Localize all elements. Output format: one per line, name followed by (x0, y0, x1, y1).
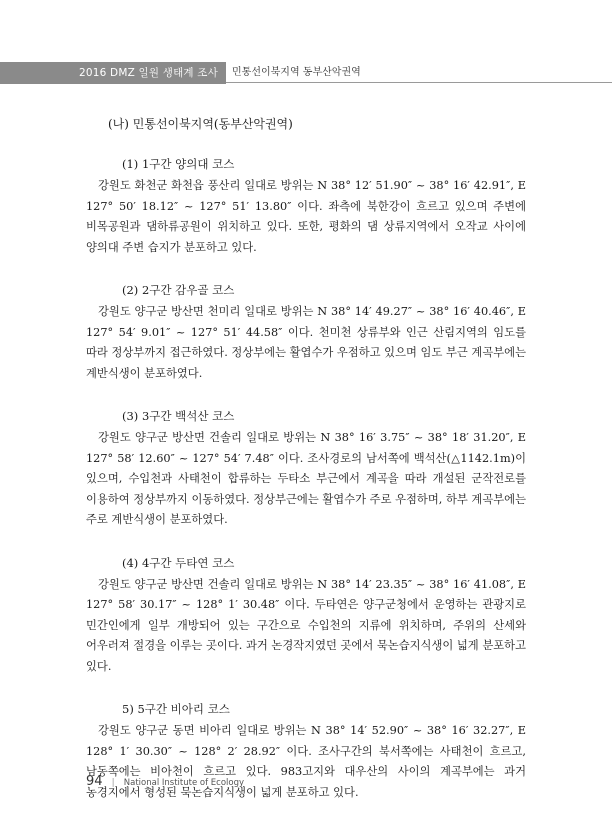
header-rule (226, 82, 612, 83)
page-number: 94 (86, 774, 103, 789)
page-footer (86, 770, 244, 789)
course-4-title: (4) 4구간 두타연 코스 (122, 555, 235, 570)
section-title: (나) 민통선이북지역(동부산악권역) (108, 117, 293, 131)
header-report-title: 2016 DMZ 일원 생태계 조사 (0, 62, 226, 84)
footer-institute: National Institute of Ecology (123, 778, 245, 788)
course-3-body: 강원도 양구군 방산면 건솔리 일대로 방위는 N 38° 16′ 3.75″ ~ 38° 18′ 31.20″, E 127° 58′ 12.60″ ~ 127° 54′ 7.48″ 이다. 조사경로의 남서쪽에 백석산(△1142.1m)이 있으며, 수입천과 사태천이 합류하는 두타소 부근에서 계곡을 따라 개설된 군작전로를 이용하여 정상부까지 이동하였다. 정상부근에는 활엽수가 주로 우점하며, 하부 계곡부에는 주로 계반식생이 분포하였다. (86, 431, 526, 526)
course-1-title: (1) 1구간 양의대 코스 (122, 157, 235, 171)
course-2-title: (2) 2구간 감우골 코스 (122, 283, 235, 297)
course-1-body: 강원도 화천군 화천읍 풍산리 일대로 방위는 N 38° 12′ 51.90″ ~ 38° 16′ 42.91″, E 127° 50′ 18.12″ ~ 127° 51′ 13.80″ 이다. 좌측에 북한강이 흐르고 있으며 주변에 비목공원과 댐하류공원이 위치하고 있다. 또한, 평화의 댐 상류지역에서 오작교 사이에 양의대 주변 습지가 분포하고 있다. (86, 179, 526, 254)
course-3-title: (3) 3구간 백석산 코스 (122, 409, 235, 423)
course-5-body: 강원도 양구군 동면 비아리 일대로 방위는 N 38° 14′ 52.90″ ~ 38° 16′ 32.27″, E 128° 1′ 30.30″ ~ 128° 2′ 28.92″ 이다. 조사구간의 북서쪽에는 사태천이 흐르고, 남동쪽에는 비아천이 흐르고 있다. 983고지와 대우산의 사이의 계곡부에는 과거 농경지에서 형성된 묵논습지식생이 넓게 분포하고 있다. (86, 724, 526, 799)
course-2-body: 강원도 양구군 방산면 천미리 일대로 방위는 N 38° 14′ 49.27″ ~ 38° 16′ 40.46″, E 127° 54′ 9.01″ ~ 127° 51′ 44.58″ 이다. 천미천 상류부와 인근 산림지역의 임도를 따라 정상부까지 접근하였다. 정상부에는 활엽수가 우점하고 있으며 임도 부근 계곡부에는 계반식생이 분포하였다. (86, 305, 526, 380)
course-5-title: 5) 5구간 비아리 코스 (122, 702, 230, 716)
footer-separator: | (111, 778, 115, 788)
course-4-body: 강원도 양구군 방산면 건솔리 일대로 방위는 N 38° 14′ 23.35″ ~ 38° 16′ 41.08″, E 127° 58′ 30.17″ ~ 128° 1′ 30.48″ 이다. 두타연은 양구군청에서 운영하는 관광지로 민간인에게 일부 개방되어 있는 구간으로 수입천의 지류에 위치하며, 주위의 산세와 어우러져 절경을 이루는 곳이다. 과거 논경작지였던 곳에서 묵논습지식생이 넓게 분포하고 있다. (86, 577, 526, 673)
header-region-title: 민통선이북지역 동부산악권역 (232, 67, 361, 78)
page-body (86, 116, 526, 803)
running-header (0, 62, 612, 84)
